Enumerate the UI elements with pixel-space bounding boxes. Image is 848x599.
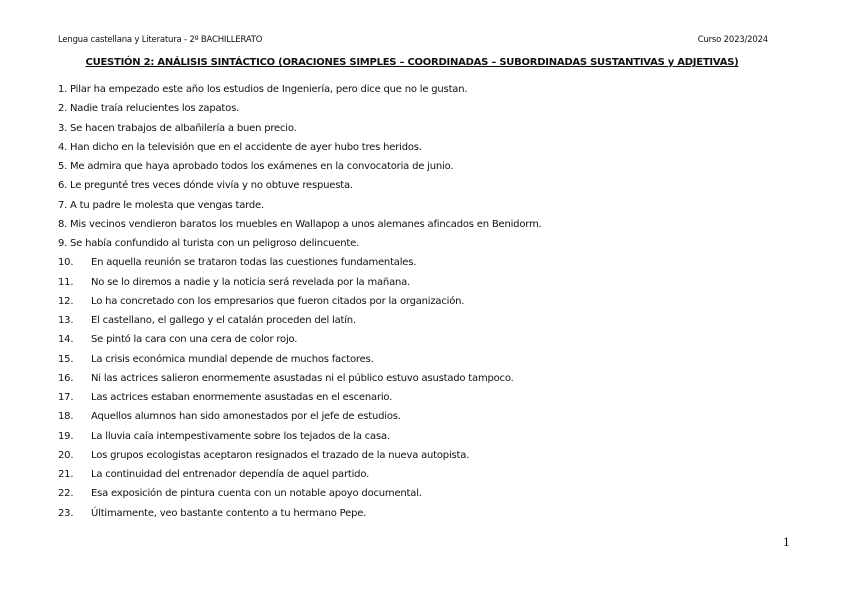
item-number: 16. xyxy=(58,372,74,384)
item-text: Los grupos ecologistas aceptaron resignados el trazado de la nueva autopista. xyxy=(91,449,470,461)
item-text: A tu padre le molesta que vengas tarde. xyxy=(70,199,264,211)
item-text: No se lo diremos a nadie y la noticia será revelada por la mañana. xyxy=(91,276,411,288)
item-number: 14. xyxy=(58,334,74,346)
item-text: Lo ha concretado con los empresarios que fueron citados por la organización. xyxy=(91,295,465,307)
item-text: Se había confundido al turista con un peligroso delincuente. xyxy=(70,238,360,249)
item-number: 10. xyxy=(58,257,74,269)
item-text: Pilar ha empezado este año los estudios de Ingeniería, pero dice que no le gustan. xyxy=(70,84,468,95)
item-number: 3. xyxy=(58,122,68,134)
list-item xyxy=(58,215,808,234)
item-text: Nadie traía relucientes los zapatos. xyxy=(70,103,240,115)
item-text: Me admira que haya aprobado todos los exámenes en la convocatoria de junio. xyxy=(70,161,454,172)
item-number: 15. xyxy=(58,353,74,365)
list-item xyxy=(58,176,808,195)
sentence-list xyxy=(58,80,808,523)
list-item xyxy=(58,157,808,176)
list-item xyxy=(58,446,808,465)
item-number: 19. xyxy=(58,430,74,442)
list-item xyxy=(58,99,808,118)
item-number: 21. xyxy=(58,469,74,480)
item-text: Ni las actrices salieron enormemente asustadas ni el público estuvo asustado tampoco. xyxy=(91,372,514,384)
item-text: En aquella reunión se trataron todas las cuestiones fundamentales. xyxy=(91,257,417,269)
list-item xyxy=(58,234,808,253)
item-text: Aquellos alumnos han sido amonestados por el jefe de estudios. xyxy=(91,411,401,423)
list-item xyxy=(58,330,808,349)
item-text: Mis vecinos vendieron baratos los muebles en Wallapop a unos alemanes afincados en Benidorm. xyxy=(70,218,542,230)
item-text: La lluvia caía intempestivamente sobre los tejados de la casa. xyxy=(91,430,390,442)
item-text: Últimamente, veo bastante contento a tu hermano Pepe. xyxy=(91,507,367,519)
item-number: 17. xyxy=(58,392,74,403)
item-text: Han dicho en la televisión que en el accidente de ayer hubo tres heridos. xyxy=(70,141,422,153)
item-number: 12. xyxy=(58,295,74,307)
item-number: 11. xyxy=(58,276,74,288)
item-text: La continuidad del entrenador dependía de aquel partido. xyxy=(91,469,370,480)
list-item xyxy=(58,388,808,407)
list-item xyxy=(58,80,808,99)
item-number: 8. xyxy=(58,218,68,230)
list-item xyxy=(58,253,808,272)
item-number: 9. xyxy=(58,238,68,249)
list-item xyxy=(58,196,808,215)
item-number: 13. xyxy=(58,315,74,326)
item-number: 7. xyxy=(58,199,68,211)
item-number: 2. xyxy=(58,103,68,115)
list-item xyxy=(58,350,808,369)
list-item xyxy=(58,273,808,292)
item-text: Le pregunté tres veces dónde vivía y no obtuve respuesta. xyxy=(70,180,353,192)
item-text: Esa exposición de pintura cuenta con un notable apoyo documental. xyxy=(91,488,422,500)
item-number: 6. xyxy=(58,180,68,192)
page-header xyxy=(58,35,768,47)
list-item xyxy=(58,369,808,388)
item-text: La crisis económica mundial depende de muchos factores. xyxy=(91,353,374,365)
list-item xyxy=(58,311,808,330)
item-text: El castellano, el gallego y el catalán proceden del latín. xyxy=(91,315,356,326)
item-number: 23. xyxy=(58,507,74,519)
section-title: CUESTIÓN 2: ANÁLISIS SINTÁCTICO (ORACIONES SIMPLES – COORDINADAS – SUBORDINADAS SUSTANTIVAS y ADJETIVAS) xyxy=(85,57,739,68)
item-text: Las actrices estaban enormemente asustadas en el escenario. xyxy=(91,392,393,403)
item-number: 1. xyxy=(58,84,68,95)
item-number: 4. xyxy=(58,141,68,153)
item-number: 18. xyxy=(58,411,74,423)
item-number: 20. xyxy=(58,449,74,461)
list-item xyxy=(58,292,808,311)
list-item xyxy=(58,138,808,157)
list-item xyxy=(58,484,808,503)
list-item xyxy=(58,504,808,523)
list-item xyxy=(58,119,808,138)
page-number: 1 xyxy=(783,536,790,549)
academic-year: Curso 2023/2024 xyxy=(697,35,768,45)
item-text: Se pintó la cara con una cera de color rojo. xyxy=(91,334,298,346)
item-text: Se hacen trabajos de albañilería a buen precio. xyxy=(70,122,297,134)
list-item xyxy=(58,407,808,426)
course-subject: Lengua castellana y Literatura - 2º BACHILLERATO xyxy=(58,35,263,45)
item-number: 5. xyxy=(58,161,68,172)
item-number: 22. xyxy=(58,488,74,500)
list-item xyxy=(58,465,808,484)
list-item xyxy=(58,427,808,446)
